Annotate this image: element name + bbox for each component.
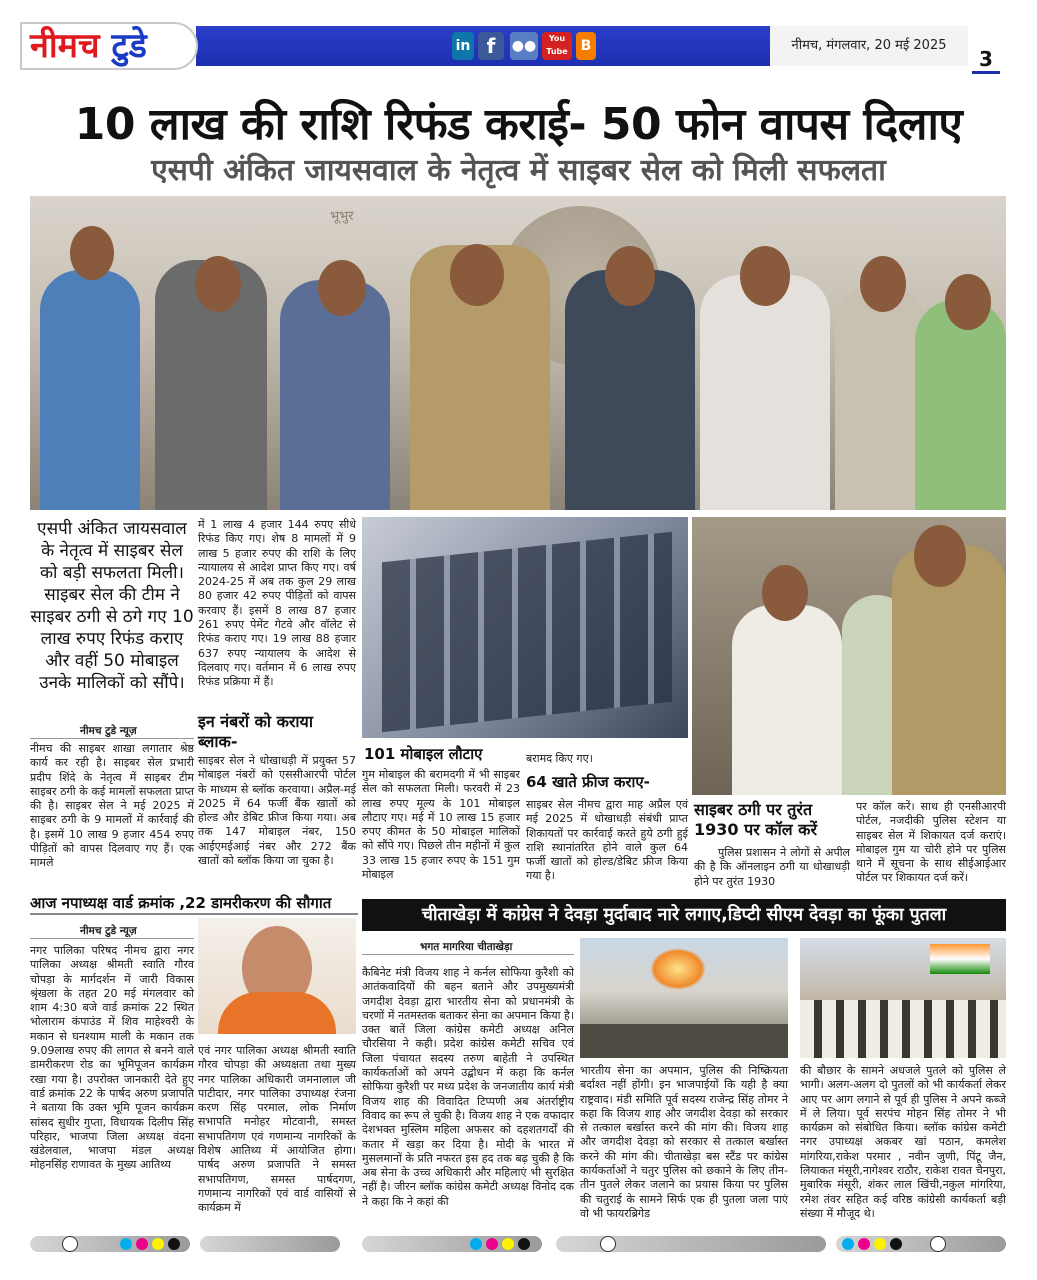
mobiles-subhead: 101 मोबाइल लौटाए	[364, 745, 483, 763]
person	[732, 605, 842, 795]
registration-strip	[200, 1236, 340, 1252]
mobiles-body: गुम मोबाइल की बरामदगी में भी साइबर सेल को सफलता मिली। फरवरी में 23 लाख रुपए मूल्य के 101 मोबाइल लौटाए गए। मई में 10 लाख 15 हजार रुपए कीमत के 50 मोबाइल मालिकों को सौंपे गए। पिछले तीन महीनों में कुल 33 लाख 15 हजार रुपए के 151 गुम मोबाइल	[362, 768, 520, 882]
call-body: पुलिस प्रशासन ने लोगों से अपील की है कि ऑनलाइन ठगी या धोखाधड़ी होने पर तुरंत 1930	[694, 846, 850, 888]
call-subhead: साइबर ठगी पर तुरंत 1930 पर कॉल करें	[694, 800, 817, 839]
magenta-swatch	[858, 1238, 870, 1250]
registration-strip	[362, 1236, 542, 1252]
congress-body-col2: भारतीय सेना का अपमान, पुलिस की निष्क्रियता बर्दाश्त नहीं होंगी। इन भाजपाईयों कि यही है क्या राष्ट्रवाद। मंडी समिति पूर्व सदस्य राजेन्द्र सिंह तोमर ने कहा कि विजय शाह और जगदीश देवड़ा को सरकार से तत्काल बर्खास्त करने की मांग की। विजय शाह और जगदीश देवड़ा को सरकार से तत्काल बर्खास्त करने की मांग की। चीताखेड़ा बस स्टैंड पर कांग्रेस कार्यकर्ताओं ने चतुर पुलिस को छकाने के लिए तीन-तीन पुतले लेकर जलाने का प्रयास किया पर पुलिस की चतुराई के सामने सिर्फ एक ही पुतला जला पाएं वो भी फायरब्रिगेड	[580, 1064, 788, 1220]
lead-body-col1: नीमच की साइबर शाखा लगातार श्रेष्ठ कार्य कर रही है। साइबर सेल प्रभारी प्रदीप शिंदे के नेतृत्व में साइबर टीम साइबर ठगी के कई मामलों सफलता प्राप्त की है। साइबर सेल ने मई 2025 में साइबर ठगी के 9 मामलों में कार्रवाई की है। इसमें 10 लाख 9 हजार 454 रुपए पीड़ितों को वापस दिलवाए गए हैं। एक मामले	[30, 742, 194, 870]
person-head	[318, 260, 366, 316]
person-head	[914, 525, 966, 587]
person-head	[762, 565, 808, 621]
cyan-swatch	[842, 1238, 854, 1250]
freeze-subhead: 64 खाते फ्रीज कराए-	[526, 773, 650, 791]
photo-wall-sign: भूभुर	[330, 209, 354, 224]
divider	[30, 738, 194, 739]
black-swatch	[890, 1238, 902, 1250]
person-head	[740, 246, 790, 306]
person	[835, 285, 925, 510]
councillor-photo	[198, 918, 356, 1034]
ward-body-col1: नगर पालिका परिषद नीमच द्वारा नगर पालिका अध्यक्ष श्रीमती स्वाति गौरव चोपड़ा के मार्गदर्शन में जारी विकास श्रृंखला के तहत 20 मई मंगलवार को शाम 4:30 बजे वार्ड क्रमांक 22 स्थित भोलाराम कंपाउंड में शिव माहेश्वरी के मकान से घनश्याम माली के मकान तक 9.09लाख रुपए की लागत से बनने वाले डामरीकरण रोड का भूमिपूजन कार्यक्रम रखा गया है। उपरोक्त जानकारी देते हुए वार्ड क्रमांक 22 के पार्षद अरुण प्रजापति ने बताया कि उक्त भूमि पूजन कार्यक्रम सांसद सुधीर गुप्ता, विधायक दिलीप सिंह परिहार, भाजपा जिला अध्यक्ष वंदना खंडेलवाल, भाजपा मंडल अध्यक्ष मोहनसिंह राणावत के मुख्य आतिथ्य	[30, 944, 194, 1172]
lead-subheadline: एसपी अंकित जायसवाल के नेतृत्व में साइबर सेल को मिली सफलता	[151, 153, 886, 188]
person-head	[945, 274, 991, 330]
linkedin-icon: in	[452, 32, 474, 60]
magenta-swatch	[486, 1238, 498, 1250]
black-swatch	[518, 1238, 530, 1250]
yellow-swatch	[874, 1238, 886, 1250]
numbers-subhead: इन नंबरों को कराया ब्लाक-	[198, 712, 313, 751]
freeze-body: साइबर सेल नीमच द्वारा माह अप्रैल एवं मई 2025 में धोखाधड़ी संबंधी प्राप्त शिकायतों पर कार्रवाई करते हुये ठगी हुई राशि स्थानांतरित होने वाले कुल 64 फर्जी खातों को होल्ड/डेबिट फ्रीज किया गया है।	[526, 798, 688, 883]
masthead	[0, 0, 1037, 88]
divider	[30, 938, 194, 939]
ward-headline: आज नपाध्यक्ष वार्ड क्रमांक ,22 डामरीकरण की सौगात	[30, 893, 358, 915]
person-head	[195, 256, 241, 312]
crowd	[580, 1024, 788, 1058]
brand-part-2: टुडे	[111, 26, 147, 66]
congress-body-col3: की बौछार के सामने अधजले पुतले को पुलिस ले भागी। अलग-अलग दो पुतलों को भी कार्यकर्ता लेकर आए पर आग लगाने से पूर्व ही पुलिस ने अपने कब्जे में ले लिया। पूर्व सरपंच मोहन सिंह तोमर ने भी कार्यक्रम को संबोधित किया। ब्लॉक कांग्रेस कमेटी नगर उपाध्यक्ष अकबर खां पठान, कमलेश मांगरिया,राकेश परमार , नवीन जुणी, पिंटू जैन, लियाकत मंसूरी,नागेश्वर राठौर, राकेश रावत चैनपुरा, मुबारिक मंसूरी, शंकर लाल खिंची,नकुल मांगरिया, रमेश तंवर सहित कई वरिष्ठ कांग्रेसी कार्यकर्ता बड़ी संख्या में मौजूद थे।	[800, 1064, 1006, 1220]
ward-byline: नीमच टुडे न्यूज़	[80, 925, 137, 937]
dateline: नीमच, मंगलवार, 20 मई 2025	[770, 26, 968, 66]
protest-photo-1	[580, 938, 788, 1058]
lead-body-col2: में 1 लाख 4 हजार 144 रुपए सीधे रिफंड किए गए। शेष 8 मामलों में 9 लाख 5 हजार रुपए की राशि के लिए न्यायालय से आदेश प्राप्त किए गए। वर्ष 2024-25 में अब तक कुल 29 लाख 80 हजार 42 रुपए पीड़ितों को वापस करवाए हैं। इसमें 8 लाख 87 हजार 261 रुपए पेमेंट गेटवे और वॉलेट से रिफंड कराए गए। 19 लाख 88 हजार 637 रुपए न्यायालय के आदेश से दिलवाए गए। वर्तमान में 6 लाख रुपए रिफंड प्रक्रिया में हैं।	[198, 518, 356, 689]
yellow-swatch	[152, 1238, 164, 1250]
person	[565, 270, 695, 510]
lead-byline: नीमच टुडे न्यूज़	[80, 725, 137, 737]
person	[40, 270, 140, 510]
portrait-saree	[218, 992, 336, 1034]
cyan-swatch	[470, 1238, 482, 1250]
yellow-swatch	[502, 1238, 514, 1250]
person	[700, 275, 830, 510]
phones-photo	[362, 517, 688, 738]
call-body-2: पर कॉल करें। साथ ही एनसीआरपी पोर्टल, नजदीकी पुलिस स्टेशन या साइबर सेल में शिकायत दर्ज कराएं। मोबाइल गुम या चोरी होने पर पुलिस थाने में सूचना के साथ सीईआईआर पोर्टल पर शिकायत दर्ज करें।	[856, 800, 1006, 885]
registration-strip	[556, 1236, 826, 1252]
lead-headline: 10 लाख की राशि रिफंड कराई- 50 फोन वापस दिलाए	[74, 99, 963, 150]
congress-byline: भगत मागरिया चीताखेड़ा	[420, 941, 513, 953]
protest-photo-2	[800, 938, 1006, 1058]
community-icon: ●●	[510, 32, 538, 60]
freeze-top-line: बरामद किए गए।	[526, 752, 593, 765]
divider	[362, 954, 574, 955]
ward-body-col2: एवं नगर पालिका अध्यक्ष श्रीमती स्वाति गौरव चोपड़ा की अध्यक्षता तथा मुख्य नगर पालिका अधिकारी जमनालाल जी पाटीदार, नगर पालिका उपाध्यक्ष रंजना करण सिंह परमाल, लोक निर्माण सभापति मनोहर मोटवानी, समस्त सभापतिगण एवं गणमान्य नागरिकों के विशेष आतिथ्य में आयोजित होगा। पार्षद अरुण प्रजापति ने समस्त सभापतिगण, समस्त पार्षदगण, गणमान्य नागरिकों एवं वार्ड वासियों से कार्यक्रम में	[198, 1044, 356, 1215]
cyan-swatch	[120, 1238, 132, 1250]
lead-intro: एसपी अंकित जायसवाल के नेतृत्व में साइबर सेल को बड़ी सफलता मिली। साइबर सेल की टीम ने साइबर ठगी से ठगे गए 10 लाख रुपए रिफंड कराए और वहीं 50 मोबाइल उनके मालिकों को सौंपे।	[30, 519, 194, 693]
person	[915, 300, 1006, 510]
registration-strip	[30, 1236, 190, 1252]
registration-mark-icon	[930, 1236, 946, 1252]
black-swatch	[168, 1238, 180, 1250]
officer-photo	[692, 517, 1006, 795]
phones-pattern	[382, 532, 672, 732]
person-head	[70, 226, 114, 280]
person-head	[450, 244, 504, 306]
registration-mark-icon	[62, 1236, 78, 1252]
brand-part-1: नीमच	[30, 26, 100, 66]
flag	[930, 944, 990, 974]
person-head	[860, 256, 906, 312]
facebook-icon: f	[478, 32, 504, 60]
youtube-icon: You Tube	[542, 32, 572, 60]
numbers-body: साइबर सेल ने धोखाधड़ी में प्रयुक्त 57 मोबाइल नंबरों को एससीआरपी पोर्टल के माध्यम से ब्लॉक करवाया। अप्रैल-मई 2025 में 64 फर्जी बैंक खातों को होल्ड और डेबिट फ्रीज किया गया। अब तक 147 मोबाइल नंबर, 150 आईएमईआई नंबर और 272 बैंक खातों को ब्लॉक किया जा चुका है।	[198, 754, 356, 868]
blogger-icon: B	[576, 32, 596, 60]
person-head	[605, 246, 655, 306]
brand-logo	[30, 22, 147, 70]
magenta-swatch	[136, 1238, 148, 1250]
crowd	[800, 1000, 1006, 1058]
fire-burst	[650, 948, 706, 990]
registration-mark-icon	[600, 1236, 616, 1252]
page-number: 3	[972, 44, 1000, 74]
congress-headline: चीताखेड़ा में कांग्रेस ने देवड़ा मुर्दाबाद नारे लगाए,डिप्टी सीएम देवड़ा का फूंका पुतला	[362, 899, 1006, 931]
lead-photo	[30, 196, 1006, 510]
congress-body-col1: कैबिनेट मंत्री विजय शाह ने कर्नल सोफिया कुरैशी को आतंकवादियों की बहन बताने और उपमुख्यमंत्री जगदीश देवड़ा द्वारा भारतीय सेना को प्रधानमंत्री के चरणों में नतमस्तक बताकर सेना का अपमान किया है। उक्त बातें जिला कांग्रेस कमेटी अध्यक्ष अनिल चौरसिया ने कही। प्रदेश कांग्रेस कमेटी सचिव एवं जिला पंचायत सदस्य तरुण बाहेती ने उपस्थित कार्यकर्ताओं को अपने उद्बोधन में कहा कि कर्नल सोफिया कुरैशी पर मध्य प्रदेश के जनजातीय कार्य मंत्री विजय शाह की विवादित टिप्पणी अब अंतर्राष्ट्रीय विवाद का रूप ले चुकी है। विजय शाह ने एक वफादार देशभक्त मुस्लिम महिला अफसर को दहशतगर्दों की कतार में खड़ा कर दिया है। मोदी के भारत में मुसलमानों के प्रति नफरत इस हद तक बढ़ चुकी है कि अब सेना के उच्च अधिकारी और महिलाएं भी सुरक्षित नहीं है। जीरन ब्लॉक कांग्रेस कमेटी अध्यक्ष विनोद दक ने कहा कि ने कहां की	[362, 966, 574, 1208]
